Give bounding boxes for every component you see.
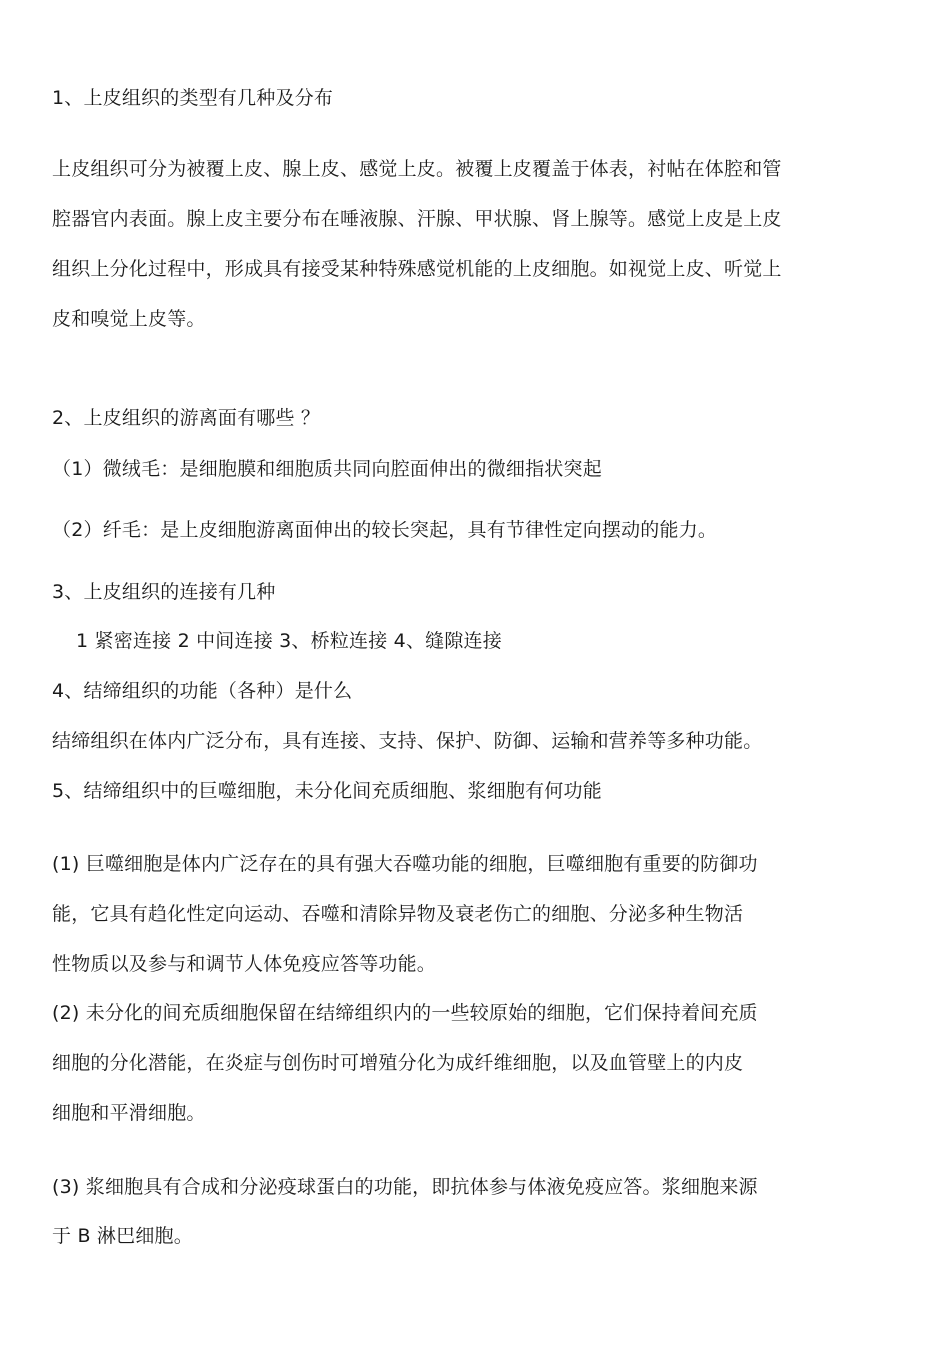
answer-5-item-1-line-2: 能，它具有趋化性定向运动、吞噬和清除异物及衰老伤亡的细胞、分泌多种生物活: [52, 903, 744, 925]
question-1-heading: 1、上皮组织的类型有几种及分布: [52, 87, 334, 109]
answer-5-item-1-line-3: 性物质以及参与和调节人体免疫应答等功能。: [52, 953, 437, 975]
answer-5-item-1-line-1: (1) 巨噬细胞是体内广泛存在的具有强大吞噬功能的细胞，巨噬细胞有重要的防御功: [52, 853, 758, 875]
question-3-heading: 3、上皮组织的连接有几种: [52, 581, 276, 603]
answer-1-line-2: 腔器官内表面。腺上皮主要分布在唾液腺、汗腺、甲状腺、肾上腺等。感觉上皮是上皮: [52, 208, 782, 230]
answer-5-item-2-line-3: 细胞和平滑细胞。: [52, 1102, 206, 1124]
answer-5-item-2-line-2: 细胞的分化潜能，在炎症与创伤时可增殖分化为成纤维细胞，以及血管壁上的内皮: [52, 1052, 744, 1074]
answer-1-line-1: 上皮组织可分为被覆上皮、腺上皮、感觉上皮。被覆上皮覆盖于体表，衬帖在体腔和管: [52, 158, 782, 180]
answer-4-line: 结缔组织在体内广泛分布，具有连接、支持、保护、防御、运输和营养等多种功能。: [52, 730, 763, 752]
answer-5-item-3-line-1: (3) 浆细胞具有合成和分泌疫球蛋白的功能，即抗体参与体液免疫应答。浆细胞来源: [52, 1176, 758, 1198]
answer-5-item-3-line-2: 于 B 淋巴细胞。: [52, 1225, 193, 1247]
answer-1-line-4: 皮和嗅觉上皮等。: [52, 308, 206, 330]
answer-5-item-2-line-1: (2) 未分化的间充质细胞保留在结缔组织内的一些较原始的细胞，它们保持着间充质: [52, 1002, 758, 1024]
answer-2-item-2: （2）纤毛：是上皮细胞游离面伸出的较长突起，具有节律性定向摆动的能力。: [52, 519, 718, 541]
question-4-heading: 4、结缔组织的功能（各种）是什么: [52, 680, 353, 702]
question-5-heading: 5、结缔组织中的巨噬细胞，未分化间充质细胞、浆细胞有何功能: [52, 780, 602, 802]
answer-1-line-3: 组织上分化过程中，形成具有接受某种特殊感觉机能的上皮细胞。如视觉上皮、听觉上: [52, 258, 782, 280]
answer-2-item-1: （1）微绒毛：是细胞膜和细胞质共同向腔面伸出的微细指状突起: [52, 458, 602, 480]
question-2-heading: 2、上皮组织的游离面有哪些 ？: [52, 407, 321, 429]
answer-3-line: 1 紧密连接 2 中间连接 3、桥粒连接 4、缝隙连接: [76, 630, 502, 652]
